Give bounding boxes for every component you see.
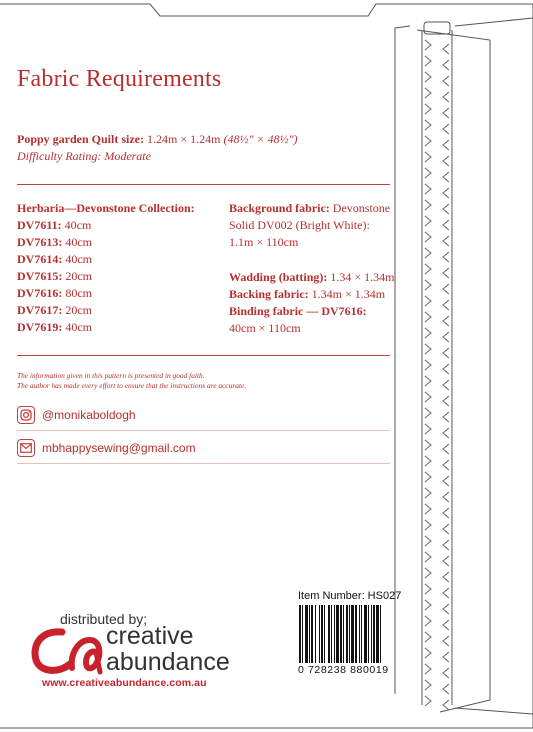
zipper-tooth [425,72,431,82]
zipper-tooth [425,216,431,226]
barcode-bar [315,605,316,663]
zipper-tooth [443,572,449,582]
barcode-bar [311,605,313,663]
zipper-tooth [425,152,431,162]
quilt-size-imperial: (48½″ × 48½″) [223,132,298,146]
zipper-tooth [425,344,431,354]
zipper-tooth [425,56,431,66]
zipper-tooth [443,604,449,614]
barcode-bar [336,605,339,663]
zipper-tooth [425,136,431,146]
zipper-tooth [425,200,431,210]
zipper-tooth [425,488,431,498]
zipper-tooth [425,536,431,546]
wadding-label: Wadding (batting): [229,270,328,284]
zipper-tooth [443,44,449,54]
zipper-tooth [425,520,431,530]
binding-label: Binding fabric — DV7616: [229,304,367,318]
contact-divider [17,430,390,431]
zipper-tooth [425,408,431,418]
zipper-tooth [443,252,449,262]
zipper-tooth [443,316,449,326]
zipper-tooth [443,588,449,598]
zipper-tooth [443,268,449,278]
zipper-tooth [443,700,449,710]
zipper-tooth [443,476,449,486]
list-item: DV7615: 20cm [17,269,92,283]
zipper-tooth [425,552,431,562]
list-item: DV7611: 40cm [17,218,92,232]
zipper-tooth [425,360,431,370]
list-item: DV7616: 80cm [17,286,92,300]
zipper-tooth [425,504,431,514]
zipper-tooth [425,264,431,274]
zipper-tooth [425,632,431,642]
barcode-bar [324,605,325,663]
zipper-tooth [425,440,431,450]
zipper-tooth [425,568,431,578]
zipper-tooth [425,296,431,306]
barcode-bar [364,605,367,663]
zipper-tooth [443,124,449,134]
zipper-tooth [443,156,449,166]
list-item: DV7613: 40cm [17,235,92,249]
zipper-tooth [425,40,431,50]
zipper-tooth [443,236,449,246]
background-value: Solid DV002 (Bright White): [229,218,370,232]
zipper-tooth [425,120,431,130]
barcode-bar [328,605,330,663]
email-contact[interactable] [17,439,196,457]
background-label: Background fabric: [229,201,330,215]
zipper-tooth [425,168,431,178]
zipper-tooth [443,636,449,646]
difficulty-rating: Difficulty Rating: Moderate [17,149,151,163]
divider-middle [17,355,390,356]
zipper-tooth [425,600,431,610]
zipper-tooth [425,472,431,482]
zipper-tooth [443,652,449,662]
barcode-bar [373,605,375,663]
zipper-tooth [443,108,449,118]
zipper-tooth [443,380,449,390]
barcode-bar [343,605,344,663]
zipper-tooth [443,60,449,70]
barcode [298,605,417,663]
barcode-bar [376,605,379,663]
zipper-tooth [425,392,431,402]
zipper-tooth [443,300,449,310]
zipper-tooth [443,396,449,406]
zipper-tooth [443,204,449,214]
other-fabrics: Background fabric: Devonstone Solid DV002 (Bright White): 1.1m × 110cm Wadding (batting): 1.34 × 1.34m Backing fabric: 1.34m × 1.34m Binding fabric — DV7616: 40cm × 110cm [229,201,395,335]
zipper-tooth [425,312,431,322]
disclaimer: The information given in this pattern is presented in good faith. The author has made every effort to ensure that the instructions are accurate. [17,371,247,390]
barcode-bar [340,605,342,663]
zipper-tooth [425,664,431,674]
zipper-tooth [443,172,449,182]
barcode-bar [355,605,357,663]
instagram-handle[interactable]: @monikaboldogh [42,408,136,422]
barcode-bar [334,605,335,663]
distributed-by: distributed by; [60,611,148,627]
zipper-tooth [425,328,431,338]
zipper-tooth [443,508,449,518]
quilt-size-metric: 1.24m × 1.24m [144,132,224,146]
divider-top [17,184,390,185]
barcode-bar [368,605,369,663]
zipper-tooth [443,284,449,294]
zipper-tooth [443,220,449,230]
quilt-size-label: Poppy garden Quilt size: [17,132,145,146]
list-item: DV7614: 40cm [17,252,92,266]
barcode-bar [349,605,350,663]
contact-divider [17,463,390,464]
barcode-bar [346,605,348,663]
zipper-tooth [443,444,449,454]
brand-name-line1: creative [106,622,194,650]
zipper-tooth [443,556,449,566]
list-item: DV7617: 20cm [17,303,92,317]
barcode-bar [380,605,381,663]
background-size: 1.1m × 110cm [229,235,299,249]
zipper-tooth [425,280,431,290]
barcode-number: 0 728238 880019 [298,664,389,676]
page-title: Fabric Requirements [17,66,222,92]
collection-list [17,200,195,336]
zipper-tooth [425,424,431,434]
list-item: DV7619: 40cm [17,320,92,334]
zipper-tooth [443,620,449,630]
zipper-tooth [443,540,449,550]
barcode-bar [305,605,308,663]
barcode-bar [361,605,362,663]
barcode-bar [351,605,354,663]
zipper-tooth [443,92,449,102]
barcode-bar [321,605,323,663]
zipper-tooth [443,492,449,502]
barcode-bar [359,605,360,663]
backing-label: Backing fabric: [229,287,309,301]
zipper-tooth [425,232,431,242]
quilt-size [17,131,397,148]
instagram-contact[interactable] [17,406,136,424]
zipper-tooth [425,248,431,258]
zipper-tooth [425,616,431,626]
barcode-bar [299,605,301,663]
collection-heading: Herbaria—Devonstone Collection: [17,201,195,215]
zipper-tooth [425,104,431,114]
email-address[interactable]: mbhappysewing@gmail.com [42,441,196,455]
zipper-tooth [443,684,449,694]
zipper-tooth [443,76,449,86]
zipper-tooth [443,524,449,534]
barcode-bar [302,605,303,663]
zipper-tooth [425,376,431,386]
zipper-tooth [443,188,449,198]
zipper-tooth [443,348,449,358]
instagram-icon [17,406,35,424]
zipper-tooth [425,648,431,658]
zipper-tooth [443,364,449,374]
barcode-bar [319,605,320,663]
barcode-bar [331,605,332,663]
zipper-tooth [443,412,449,422]
zipper-tooth [425,456,431,466]
distributor-url[interactable]: www.creativeabundance.com.au [42,677,207,689]
zipper-tooth [443,332,449,342]
zipper-tooth [425,184,431,194]
barcode-bar [309,605,310,663]
zipper-tooth [443,460,449,470]
zipper-tooth [425,88,431,98]
zipper-tooth [425,680,431,690]
zipper-tooth [443,140,449,150]
binding-value: 40cm × 110cm [229,321,301,335]
creative-abundance-logo-mark [30,624,105,676]
brand-name-line2: abundance [106,648,230,676]
zipper-tooth [425,584,431,594]
zipper-tooth [443,668,449,678]
barcode-bar [371,605,372,663]
email-icon [17,439,35,457]
zipper-tooth [443,428,449,438]
item-number: Item Number: HS027 [298,590,402,602]
zipper-tooth [425,696,431,706]
